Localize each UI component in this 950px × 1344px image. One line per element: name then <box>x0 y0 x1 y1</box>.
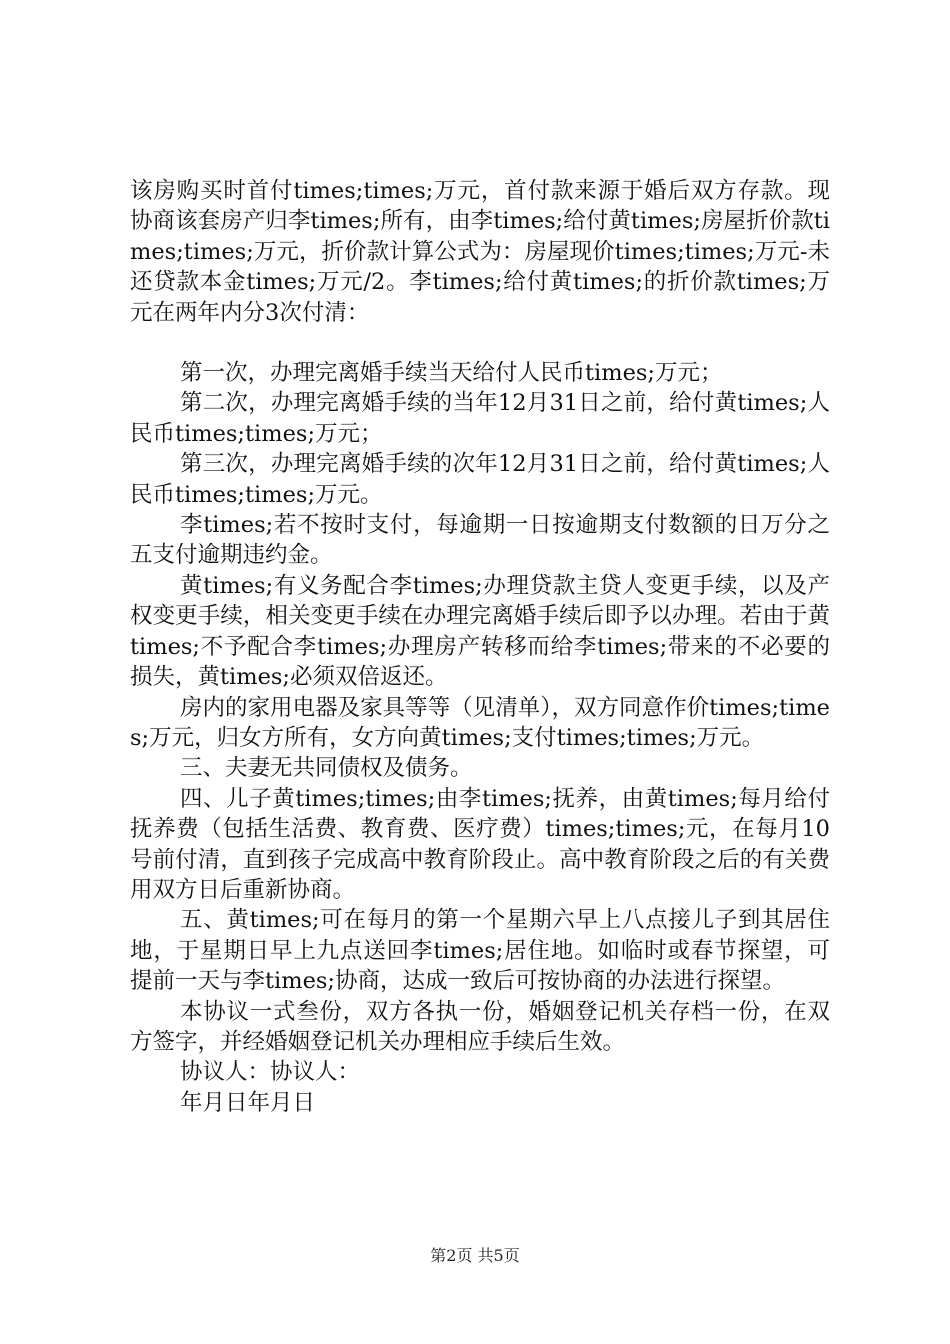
paragraph-child-custody: 四、儿子黄times;times;由李times;抚养，由黄times;每月给付抚养费（包括生活费、教育费、医疗费）times;times;元，在每月10号前付清，直到孩子完成高中教育阶段止。高中教育阶段之后的有关费用双方日后重新协商。 <box>130 785 830 903</box>
paragraph-first-installment: 第一次，办理完离婚手续当天给付人民币times;万元； <box>180 360 723 387</box>
page-indicator: 第2页 共5页 <box>430 1246 520 1265</box>
paragraph-third-installment: 第三次，办理完离婚手续的次年12月31日之前，给付黄times;人民币times;times;万元。 <box>130 451 830 508</box>
document-body <box>130 176 830 1118</box>
paragraph-loan-transfer: 黄times;有义务配合李times;办理贷款主贷人变更手续，以及产权变更手续，相关变更手续在办理完离婚手续后即予以办理。若由于黄times;不予配合李times;办理房产转移而给李times;带来的不必要的损失，黄times;必须双倍返还。 <box>130 572 830 691</box>
paragraph-gap <box>130 328 830 358</box>
paragraph-dates: 年月日年月日 <box>180 1089 316 1116</box>
paragraph-visitation: 五、黄times;可在每月的第一个星期六早上八点接儿子到其居住地，于星期日早上九点送回李times;居住地。如临时或春节探望，可提前一天与李times;协商，达成一致后可按协商的办法进行探望。 <box>130 907 830 995</box>
paragraph-house-payment: 该房购买时首付times;times;万元，首付款来源于婚后双方存款。现协商该套房产归李times;所有，由李times;给付黄times;房屋折价款times;times;万元，折价款计算公式为：房屋现价times;times;万元-未还贷款本金times;万元/2。李times;给付黄times;的折价款times;万元在两年内分3次付清： <box>130 178 830 326</box>
paragraph-furniture: 房内的家用电器及家具等等（见清单），双方同意作价times;times;万元，归女方所有，女方向黄times;支付times;times;万元。 <box>130 694 830 751</box>
paragraph-late-penalty: 李times;若不按时支付，每逾期一日按逾期支付数额的日万分之五支付逾期违约金。 <box>130 512 830 569</box>
paragraph-signatories: 协议人：协议人： <box>180 1059 361 1086</box>
paragraph-second-installment: 第二次，办理完离婚手续的当年12月31日之前，给付黄times;人民币times;times;万元； <box>130 390 830 447</box>
paragraph-debts: 三、夫妻无共同债权及债务。 <box>180 755 473 782</box>
paragraph-copies: 本协议一式叁份，双方各执一份，婚姻登记机关存档一份，在双方签字，并经婚姻登记机关办理相应手续后生效。 <box>130 998 830 1055</box>
